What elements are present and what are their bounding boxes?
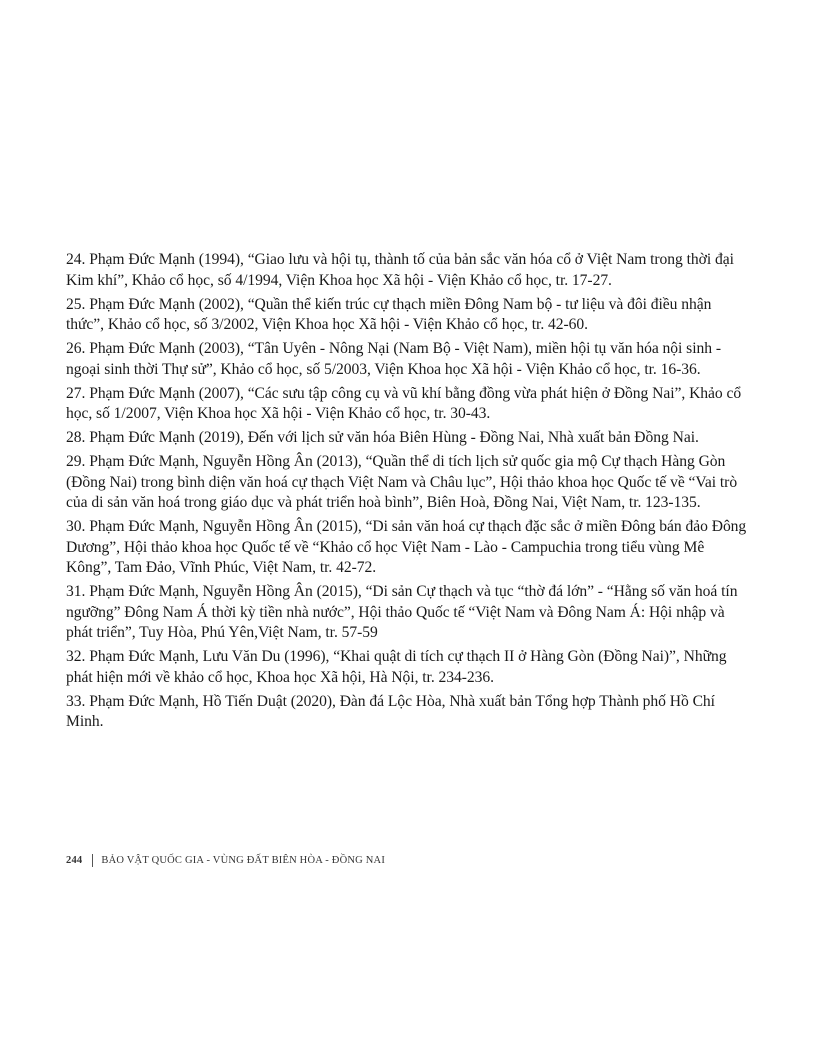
- page-number: 244: [66, 855, 83, 866]
- reference-item: 27. Phạm Đức Mạnh (2007), “Các sưu tập công cụ và vũ khí bằng đồng vừa phát hiện ở Đồng Nai”, Khảo cổ học, số 1/2007, Viện Khoa học Xã hội - Viện Khảo cổ học, tr. 30-43.: [66, 384, 742, 422]
- reference-item: 33. Phạm Đức Mạnh, Hồ Tiến Duật (2020), Đàn đá Lộc Hòa, Nhà xuất bản Tổng hợp Thành phố Hồ Chí Minh.: [66, 692, 715, 730]
- reference-item: 26. Phạm Đức Mạnh (2003), “Tân Uyên - Nông Nại (Nam Bộ - Việt Nam), miền hội tụ văn hóa nội sinh - ngoại sinh thời Thự sử”, Khảo cổ học, số 5/2003, Viện Khoa học Xã hội - Viện Khảo cổ học, tr. 16-36.: [66, 340, 721, 378]
- running-title: BẢO VẬT QUỐC GIA - VÙNG ĐẤT BIÊN HÒA - ĐỒNG NAI: [101, 855, 386, 866]
- reference-item: 32. Phạm Đức Mạnh, Lưu Văn Du (1996), “Khai quật di tích cự thạch II ở Hàng Gòn (Đồng Nai)”, Những phát hiện mới về khảo cổ học, Khoa học Xã hội, Hà Nội, tr. 234-236.: [66, 648, 727, 686]
- footer-divider: [92, 854, 93, 867]
- reference-item: 30. Phạm Đức Mạnh, Nguyễn Hồng Ân (2015), “Di sản văn hoá cự thạch đặc sắc ở miền Đông bán đảo Đông Dương”, Hội thảo khoa học Quốc tế về “Khảo cổ học Việt Nam - Lào - Campuchia trong tiểu vùng Mê Kông”, Tam Đảo, Vĩnh Phúc, Việt Nam, tr. 42-72.: [66, 518, 747, 576]
- reference-item: 31. Phạm Đức Mạnh, Nguyễn Hồng Ân (2015), “Di sản Cự thạch và tục “thờ đá lớn” - “Hằng số văn hoá tín ngưỡng” Đông Nam Á thời kỳ tiền nhà nước”, Hội thảo Quốc tế “Việt Nam và Đông Nam Á: Hội nhập và phát triển”, Tuy Hòa, Phú Yên,Việt Nam, tr. 57-59: [66, 583, 738, 641]
- reference-item: 29. Phạm Đức Mạnh, Nguyễn Hồng Ân (2013), “Quần thể di tích lịch sử quốc gia mộ Cự thạch Hàng Gòn (Đồng Nai) trong bình diện văn hoá cự thạch Việt Nam và Châu lục”, Hội thảo khoa học Quốc tế về “Vai trò của di sản văn hoá trong giáo dục và phát triển hoà bình”, Biên Hoà, Đồng Nai, Việt Nam, tr. 123-135.: [66, 453, 738, 511]
- reference-item: 28. Phạm Đức Mạnh (2019), Đến với lịch sử văn hóa Biên Hùng - Đồng Nai, Nhà xuất bản Đồng Nai.: [66, 429, 699, 446]
- reference-item: 25. Phạm Đức Mạnh (2002), “Quần thể kiến trúc cự thạch miền Đông Nam bộ - tư liệu và đôi điều nhận thức”, Khảo cổ học, số 3/2002, Viện Khoa học Xã hội - Viện Khảo cổ học, tr. 42-60.: [66, 295, 712, 333]
- reference-item: 24. Phạm Đức Mạnh (1994), “Giao lưu và hội tụ, thành tố của bản sắc văn hóa cổ ở Việt Nam trong thời đại Kim khí”, Khảo cổ học, số 4/1994, Viện Khoa học Xã hội - Viện Khảo cổ học, tr. 17-27.: [66, 251, 734, 289]
- page-footer: [66, 854, 385, 867]
- reference-list: [66, 250, 752, 736]
